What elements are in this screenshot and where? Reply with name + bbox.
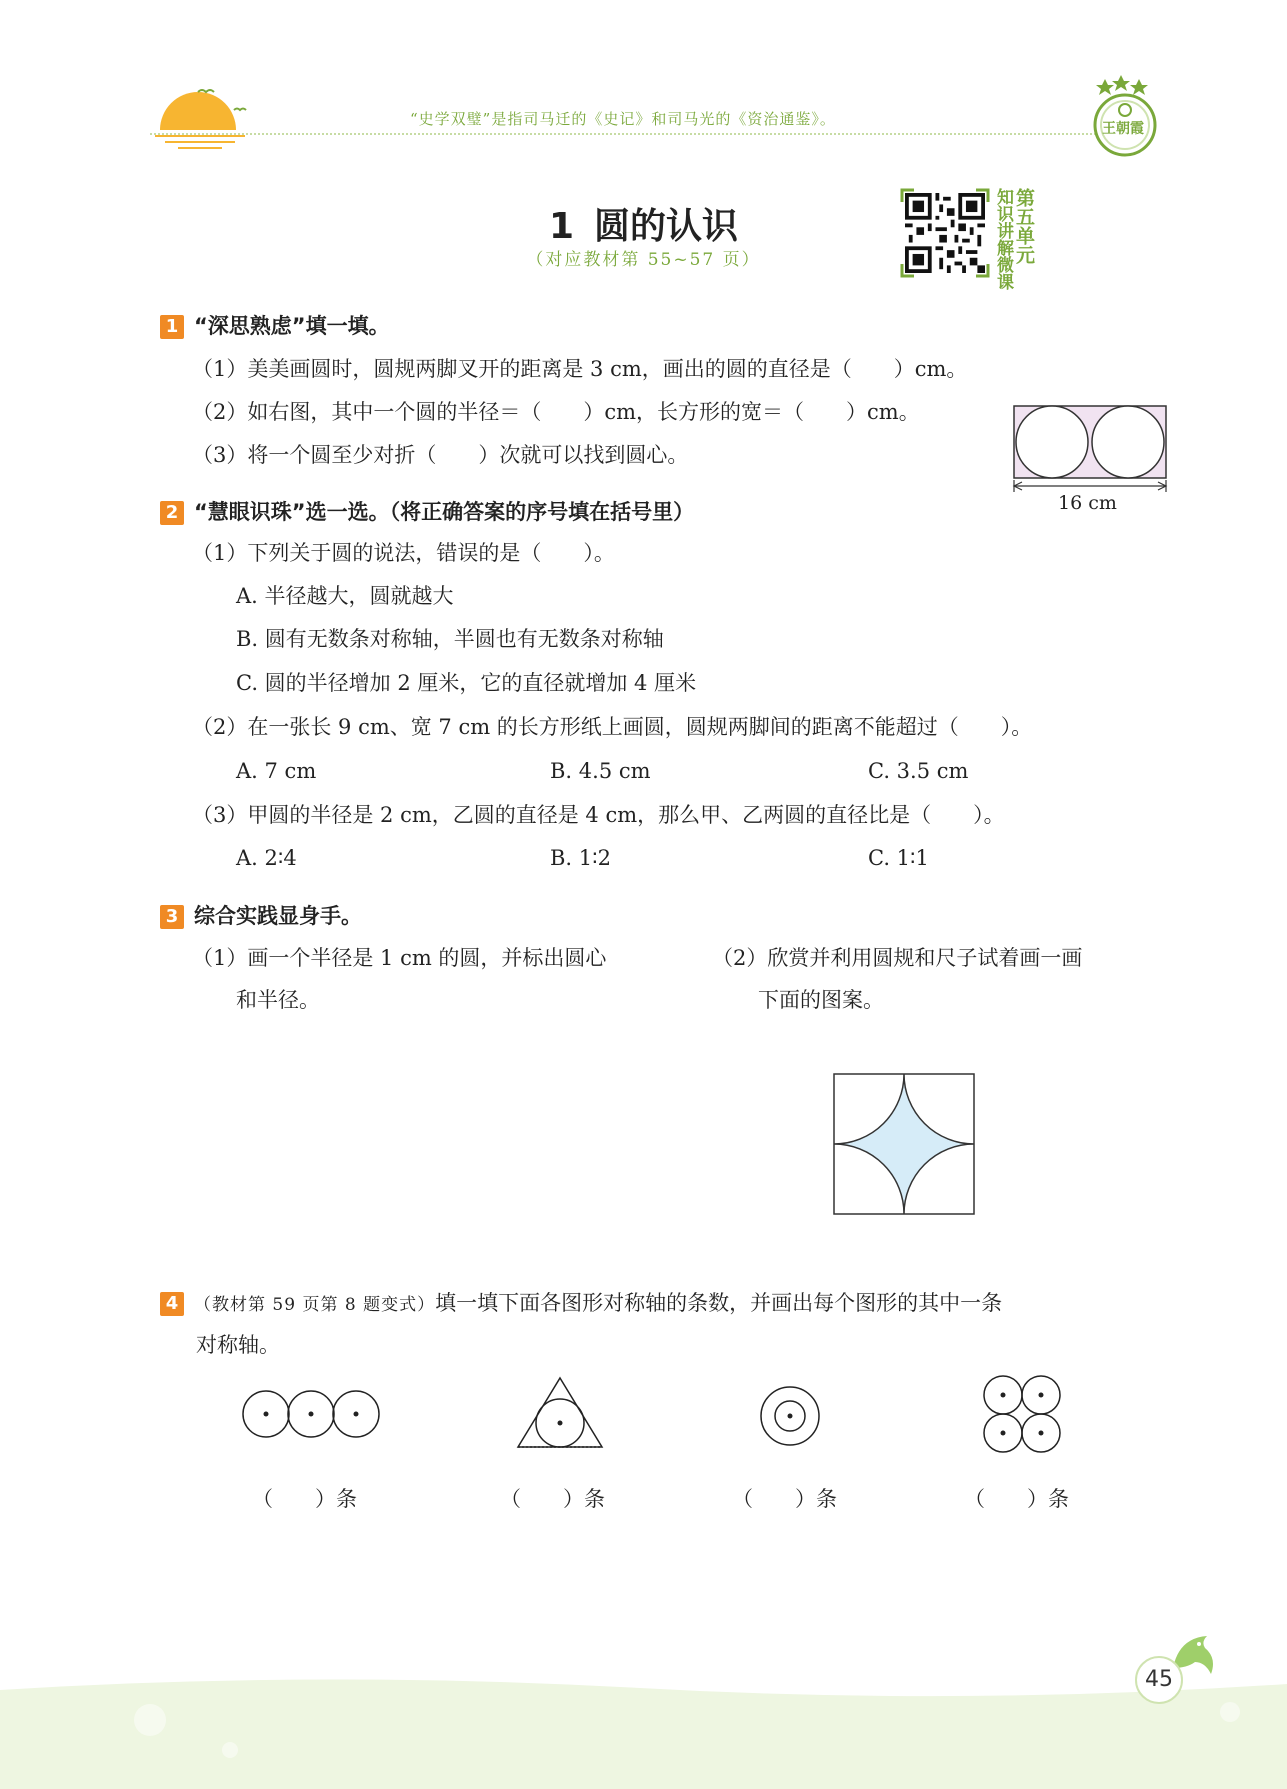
four-circles-figure <box>982 1374 1062 1454</box>
s3-question-2-line1: （2）欣赏并利用圆规和尺子试着画一画 <box>712 946 1083 970</box>
section-3-heading <box>160 900 362 930</box>
s2-question-3: （3）甲圆的半径是 2 cm，乙圆的直径是 4 cm，那么甲、乙两圆的直径比是（ ）。 <box>192 803 1005 827</box>
section-2-heading <box>160 496 694 526</box>
concentric-circles-figure <box>758 1384 822 1448</box>
header-quote: “史学双璧”是指司马迁的《史记》和司马光的《资治通鉴》。 <box>410 110 836 128</box>
section-3-badge: 3 <box>160 905 184 929</box>
section-4-source: （教材第 59 页第 8 题变式） <box>194 1295 436 1315</box>
two-circles-rectangle-figure <box>1010 400 1172 495</box>
answer-blank-3[interactable]: （ ）条 <box>732 1487 837 1511</box>
title-number: 1 <box>548 206 575 247</box>
s2-q1-option-b: B. 圆有无数条对称轴，半圆也有无数条对称轴 <box>236 627 664 651</box>
section-3-title: 综合实践显身手。 <box>194 904 362 928</box>
s3-question-1-line2: 和半径。 <box>236 988 320 1012</box>
s2-question-2: （2）在一张长 9 cm、宽 7 cm 的长方形纸上画圆，圆规两脚间的距离不能超过（ ）。 <box>192 715 1033 739</box>
s2-q3-option-b: B. 1∶2 <box>550 846 611 870</box>
section-1-heading <box>160 310 390 340</box>
qr-label-right: 第五单元 <box>1013 188 1035 264</box>
page-number: 45 <box>1135 1656 1183 1704</box>
s1-question-1: （1）美美画圆时，圆规两脚叉开的距离是 3 cm，画出的圆的直径是（ ）cm。 <box>192 357 968 381</box>
section-1-badge: 1 <box>160 315 184 339</box>
section-4-text-line1: 填一填下面各图形对称轴的条数，并画出每个图形的其中一条 <box>435 1291 1003 1315</box>
page-title <box>0 198 1287 249</box>
header-divider <box>150 133 1100 135</box>
section-4-heading <box>160 1287 1002 1317</box>
section-1-title: “深思熟虑”填一填。 <box>194 314 390 338</box>
s3-question-1-line1: （1）画一个半径是 1 cm 的圆，并标出圆心 <box>192 946 607 970</box>
s2-question-1: （1）下列关于圆的说法，错误的是（ ）。 <box>192 541 615 565</box>
section-2-title: “慧眼识珠”选一选。（将正确答案的序号填在括号里） <box>194 500 695 524</box>
qr-code-icon[interactable] <box>905 193 985 273</box>
footer-grass-background <box>0 1640 1287 1789</box>
qr-label-left: 知识讲解微课 <box>993 188 1013 290</box>
section-4-badge: 4 <box>160 1292 184 1316</box>
curved-star-pattern-figure <box>832 1072 976 1216</box>
title-text: 圆的认识 <box>594 206 739 247</box>
section-2-badge: 2 <box>160 501 184 525</box>
answer-blank-2[interactable]: （ ）条 <box>500 1487 605 1511</box>
triangle-circle-figure <box>515 1375 605 1451</box>
figure-width-label: 16 cm <box>1058 492 1117 514</box>
s1-question-2: （2）如右图，其中一个圆的半径＝（ ）cm，长方形的宽＝（ ）cm。 <box>192 400 920 424</box>
page-subtitle: （对应教材第 55~57 页） <box>526 250 761 270</box>
s3-question-2-line2: 下面的图案。 <box>758 988 884 1012</box>
s2-q1-option-c: C. 圆的半径增加 2 厘米，它的直径就增加 4 厘米 <box>236 671 697 695</box>
s2-q2-option-c: C. 3.5 cm <box>868 759 969 783</box>
s2-q2-option-b: B. 4.5 cm <box>550 759 651 783</box>
s2-q3-option-c: C. 1∶1 <box>868 846 929 870</box>
s2-q1-option-a: A. 半径越大，圆就越大 <box>236 584 454 608</box>
s2-q3-option-a: A. 2∶4 <box>236 846 297 870</box>
section-4-text-line2: 对称轴。 <box>196 1333 280 1357</box>
s1-question-3: （3）将一个圆至少对折（ ）次就可以找到圆心。 <box>192 443 689 467</box>
s2-q2-option-a: A. 7 cm <box>236 759 317 783</box>
answer-blank-1[interactable]: （ ）条 <box>252 1487 357 1511</box>
three-circles-figure <box>240 1388 382 1440</box>
answer-blank-4[interactable]: （ ）条 <box>964 1487 1069 1511</box>
sun-logo <box>150 78 250 153</box>
brand-name: 王朝霞 <box>1102 121 1144 137</box>
